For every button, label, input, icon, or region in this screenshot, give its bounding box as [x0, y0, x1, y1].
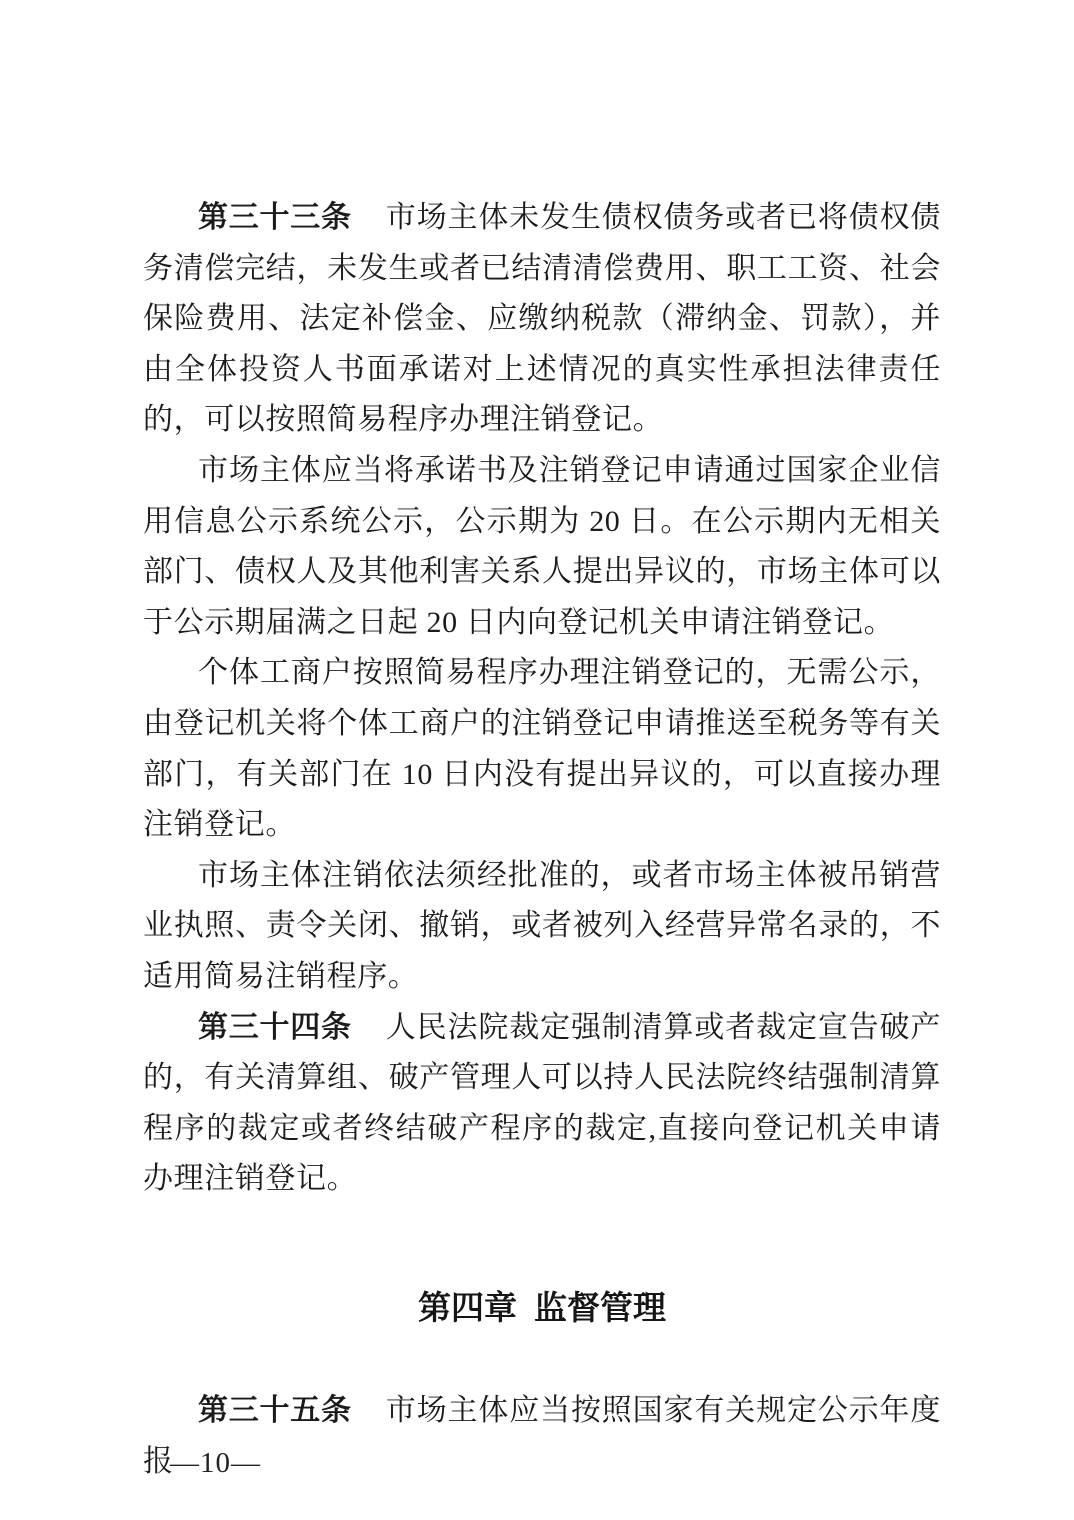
article-33-number: 第三十三条 — [198, 201, 352, 234]
paragraph-article-33-individual-business — [143, 648, 941, 850]
article-34-number: 第三十四条 — [198, 1010, 352, 1044]
paragraph-article-35 — [143, 1386, 941, 1487]
paragraph-article-33-publicity — [143, 446, 941, 648]
article-35-number: 第三十五条 — [198, 1394, 352, 1428]
chapter-number: 第四章 — [418, 1288, 517, 1326]
paragraph-text: 市场主体注销依法须经批准的，或者市场主体被吊销营业执照、责令关闭、撤销，或者被列入经营异常名录的，不适用简易注销程序。 — [143, 858, 941, 993]
article-35-text: 市场主体应当按照国家有关规定公示年度报 — [143, 1394, 941, 1479]
chapter-heading — [143, 1283, 941, 1334]
paragraph-text: 个体工商户按照简易程序办理注销登记的，无需公示，由登记机关将个体工商户的注销登记申请推送至税务等有关部门，有关部门在 10 日内没有提出异议的，可以直接办理注销登记。 — [143, 656, 941, 842]
paragraph-article-33-exclusions — [143, 851, 941, 1003]
paragraph-article-34 — [143, 1003, 941, 1205]
document-body — [143, 193, 941, 1488]
paragraph-article-33 — [143, 193, 941, 446]
article-33-text: 市场主体未发生债权债务或者已将债权债务清偿完结，未发生或者已结清清偿费用、职工工资、社会保险费用、法定补偿金、应缴纳税款（滞纳金、罚款），并由全体投资人书面承诺对上述情况的真实性承担法律责任的，可以按照简易程序办理注销登记。 — [143, 201, 941, 437]
chapter-title: 监督管理 — [534, 1288, 666, 1326]
page-number: —10— — [170, 1447, 261, 1479]
article-34-text: 人民法院裁定强制清算或者裁定宣告破产的，有关清算组、破产管理人可以持人民法院终结强制清算程序的裁定或者终结破产程序的裁定,直接向登记机关申请办理注销登记。 — [143, 1010, 941, 1196]
paragraph-text: 市场主体应当将承诺书及注销登记申请通过国家企业信用信息公示系统公示，公示期为 20 日。在公示期内无相关部门、债权人及其他利害关系人提出异议的，市场主体可以于公示期届满之日起 20 日内向登记机关申请注销登记。 — [143, 453, 941, 639]
